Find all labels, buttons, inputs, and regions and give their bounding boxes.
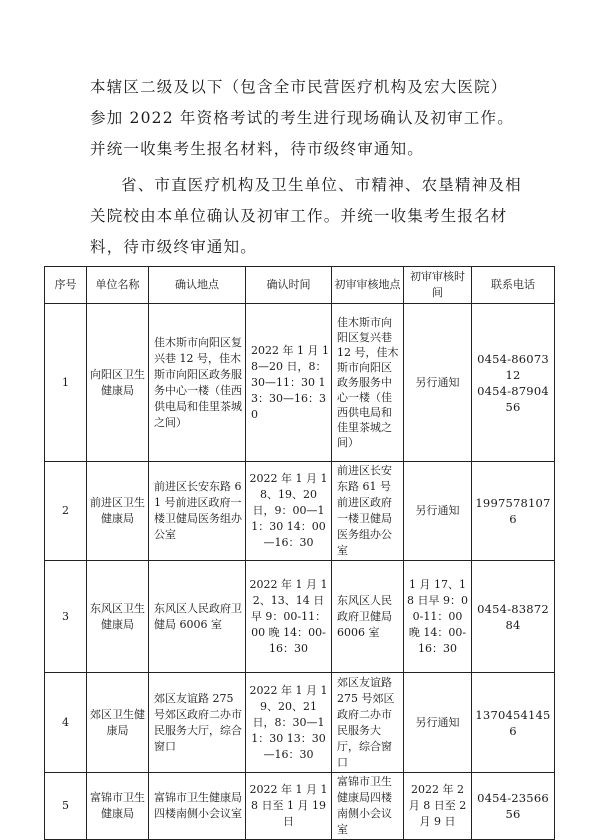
cell-review-place: 前进区长安东路 61 号前进区政府一楼卫健局医务组办公室 — [332, 462, 404, 561]
cell-review-place: 富锦市卫生健康局四楼南侧小会议室 — [332, 773, 404, 840]
header-phone: 联系电话 — [472, 267, 555, 304]
cell-time: 2022 年 1 月 18、19、20 日，9：00—11：30 14：00—16：30 — [246, 462, 332, 561]
header-time: 确认时间 — [246, 267, 332, 304]
cell-unit: 富锦市卫生健康局 — [87, 773, 149, 840]
cell-phone — [472, 673, 555, 773]
cell-review-time: 1 月 17、18 日早 9：00-11：00 晚 14：00-16：30 — [404, 561, 472, 673]
paragraph-2 — [90, 170, 520, 263]
cell-place: 东风区人民政府卫健局 6006 室 — [149, 561, 246, 673]
header-place: 确认地点 — [149, 267, 246, 304]
header-review-place: 初审审核地点 — [332, 267, 404, 304]
header-review-time: 初审审核时间 — [404, 267, 472, 304]
cell-place: 前进区长安东路 61 号前进区政府一楼卫健局医务组办公室 — [149, 462, 246, 561]
table-header-row — [45, 267, 555, 304]
table-row — [45, 462, 555, 561]
phone-number: 19975781076 — [475, 496, 551, 526]
cell-phone — [472, 304, 555, 462]
paragraph-line: 参加 2022 年资格考试的考生进行现场确认及初审工作。 — [90, 109, 514, 127]
cell-phone — [472, 773, 555, 840]
cell-no: 5 — [45, 773, 87, 840]
paragraph-1 — [90, 72, 520, 165]
cell-unit: 东风区卫生健康局 — [87, 561, 149, 673]
header-unit: 单位名称 — [87, 267, 149, 304]
cell-time: 2022 年 1 月 12、13、14 日早 9：00-11：00 晚 14：00-16：30 — [246, 561, 332, 673]
cell-unit: 郊区卫生健康局 — [87, 673, 149, 773]
confirmation-table — [44, 266, 555, 840]
cell-time: 2022 年 1 月 18—20 日，8：30—11：30 13：30—16：30 — [246, 304, 332, 462]
cell-review-place: 郊区友谊路 275 号郊区政府二办市民服务大厅，综合窗口 — [332, 673, 404, 773]
phone-number: 0454-8790456 — [477, 383, 549, 414]
cell-place: 佳木斯市向阳区复兴巷 12 号，佳木斯市向阳区政务服务中心一楼（佳西供电局和佳里茶城之间） — [149, 304, 246, 462]
cell-review-time: 另行通知 — [404, 304, 472, 462]
phone-number: 0454-8387284 — [477, 601, 549, 632]
cell-review-time: 另行通知 — [404, 673, 472, 773]
cell-unit: 向阳区卫生健康局 — [87, 304, 149, 462]
cell-time: 2022 年 1 月 18 日至 1 月 19 日 — [246, 773, 332, 840]
cell-time: 2022 年 1 月 19、20、21 日，8：30—11：30 13：30—16：30 — [246, 673, 332, 773]
cell-phone — [472, 561, 555, 673]
cell-no: 3 — [45, 561, 87, 673]
table-row — [45, 673, 555, 773]
cell-review-time: 2022 年 2 月 8 日至 2 月 9 日 — [404, 773, 472, 840]
cell-place: 郊区友谊路 275 号郊区政府二办市民服务大厅，综合窗口 — [149, 673, 246, 773]
cell-review-time: 另行通知 — [404, 462, 472, 561]
header-no: 序号 — [45, 267, 87, 304]
cell-no: 1 — [45, 304, 87, 462]
cell-no: 4 — [45, 673, 87, 773]
paragraph-line: 关院校由本单位确认及初审工作。并统一收集考生报名材 — [90, 207, 508, 225]
paragraph-line: 省、市直医疗机构及卫生单位、市精神、农垦精神及相 — [121, 176, 522, 194]
cell-phone — [472, 462, 555, 561]
table-row — [45, 304, 555, 462]
cell-unit: 前进区卫生健康局 — [87, 462, 149, 561]
table-row — [45, 773, 555, 840]
cell-place: 富锦市卫生健康局四楼南侧小会议室 — [149, 773, 246, 840]
phone-number: 0454-2356656 — [477, 791, 549, 821]
paragraph-line: 料，待市级终审通知。 — [90, 238, 258, 256]
phone-number: 13704541456 — [475, 707, 551, 738]
cell-review-place: 东风区人民政府卫健局 6006 室 — [332, 561, 404, 673]
paragraph-line: 本辖区二级及以下（包含全市民营医疗机构及宏大医院） — [90, 78, 508, 96]
table-row — [45, 561, 555, 673]
cell-review-place: 佳木斯市向阳区复兴巷 12 号，佳木斯市向阳区政务服务中心一楼（佳西供电局和佳里茶城之间） — [332, 304, 404, 462]
paragraph-line: 并统一收集考生报名材料，待市级终审通知。 — [90, 140, 425, 158]
cell-no: 2 — [45, 462, 87, 561]
phone-number: 0454-8607312 — [477, 351, 549, 382]
